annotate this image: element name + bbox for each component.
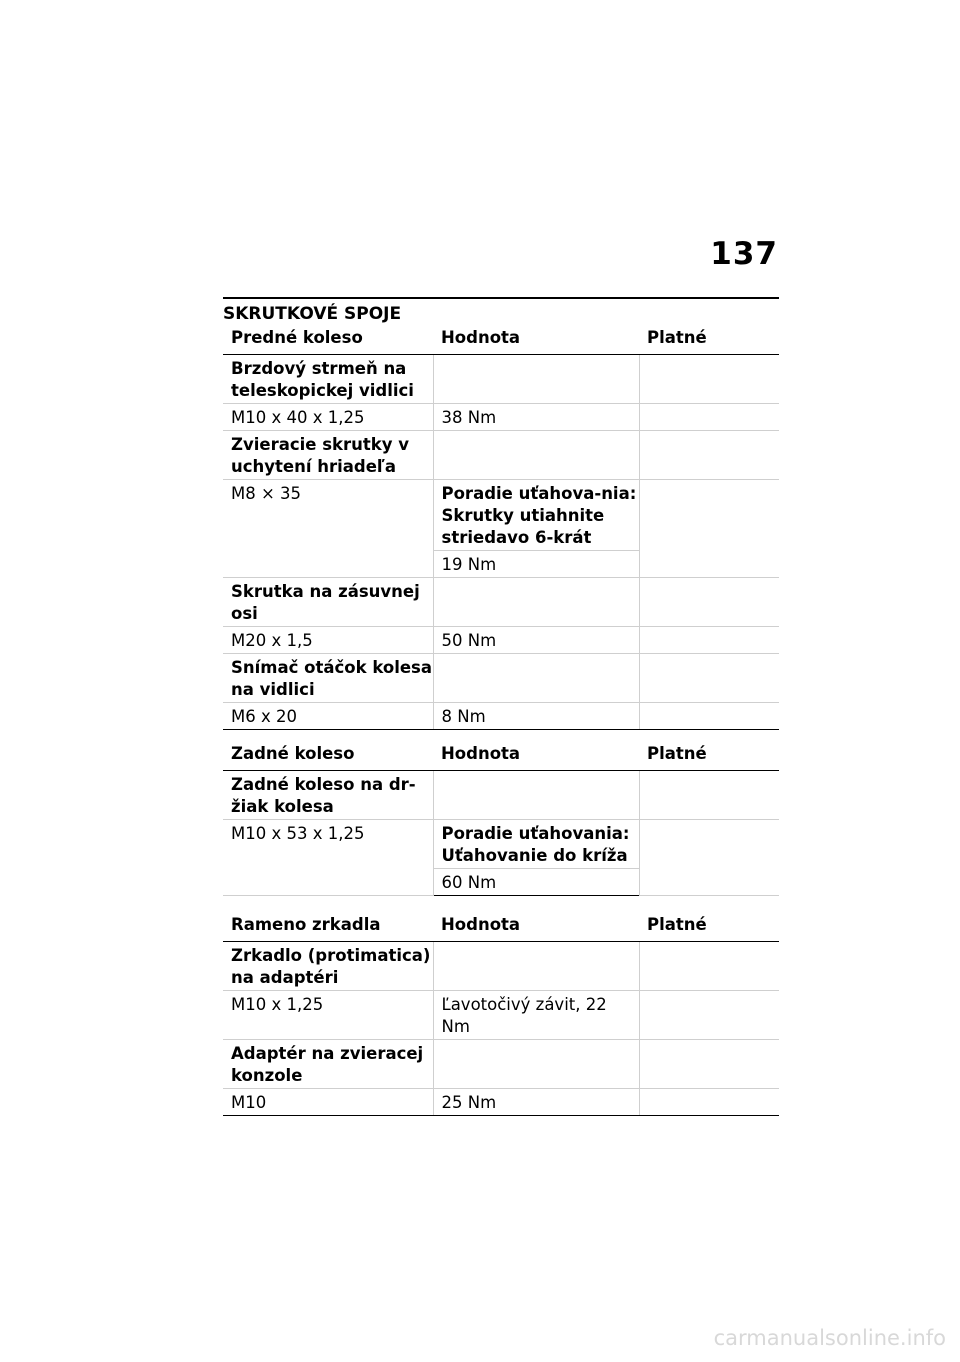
header-col-1: Predné koleso (223, 327, 433, 355)
header-col-2: Hodnota (433, 743, 639, 771)
value-cell: Ľavotočivý závit, 22 Nm (433, 991, 639, 1040)
table-row (223, 627, 779, 654)
header-col-1: Zadné koleso (223, 743, 433, 771)
section-title: SKRUTKOVÉ SPOJE (223, 297, 779, 324)
table-row (223, 703, 779, 730)
value-cell: 25 Nm (433, 1089, 639, 1116)
header-col-3: Platné (639, 914, 779, 942)
table-row (223, 942, 779, 991)
table-row (223, 578, 779, 627)
table-row (223, 820, 779, 869)
page-number: 137 (710, 236, 778, 272)
item-label: Skrutka na zásuvnej osi (223, 578, 433, 627)
header-col-3: Platné (639, 327, 779, 355)
value-cell: 8 Nm (433, 703, 639, 730)
header-col-2: Hodnota (433, 914, 639, 942)
item-label: Zrkadlo (protimatica) na adaptéri (223, 942, 433, 991)
value-cell: 19 Nm (433, 551, 639, 578)
spec-cell: M10 (223, 1089, 433, 1116)
item-label: Snímač otáčok kolesa na vidlici (223, 654, 433, 703)
table-row (223, 1089, 779, 1116)
value-cell: 38 Nm (433, 404, 639, 431)
item-label: Zadné koleso na dr-žiak kolesa (223, 771, 433, 820)
header-col-2: Hodnota (433, 327, 639, 355)
table-row (223, 480, 779, 551)
table-row (223, 654, 779, 703)
mirror-arm-table (223, 914, 779, 1116)
table-row (223, 991, 779, 1040)
spec-cell: M6 x 20 (223, 703, 433, 730)
table-header (223, 743, 779, 771)
spec-cell: M10 x 40 x 1,25 (223, 404, 433, 431)
spec-cell: M20 x 1,5 (223, 627, 433, 654)
header-col-3: Platné (639, 743, 779, 771)
table-header (223, 914, 779, 942)
rear-wheel-table (223, 743, 779, 896)
table-row (223, 771, 779, 820)
item-label: Zvieracie skrutky v uchytení hriadeľa (223, 431, 433, 480)
header-col-1: Rameno zrkadla (223, 914, 433, 942)
note-cell: Poradie uťahovania: Uťahovanie do kríža (433, 820, 639, 869)
watermark-text: carmanualsonline.info (713, 1326, 946, 1350)
value-cell: 50 Nm (433, 627, 639, 654)
table-row (223, 431, 779, 480)
table-header (223, 327, 779, 355)
front-wheel-table (223, 327, 779, 730)
spec-cell: M8 × 35 (223, 480, 433, 578)
table-row (223, 355, 779, 404)
spec-cell: M10 x 53 x 1,25 (223, 820, 433, 896)
note-cell: Poradie uťahova-nia: Skrutky utiahnite striedavo 6-krát (433, 480, 639, 551)
value-cell: 60 Nm (433, 869, 639, 896)
item-label: Brzdový strmeň na teleskopickej vidlici (223, 355, 433, 404)
table-row (223, 1040, 779, 1089)
item-label: Adaptér na zvieracej konzole (223, 1040, 433, 1089)
table-row (223, 404, 779, 431)
spec-cell: M10 x 1,25 (223, 991, 433, 1040)
